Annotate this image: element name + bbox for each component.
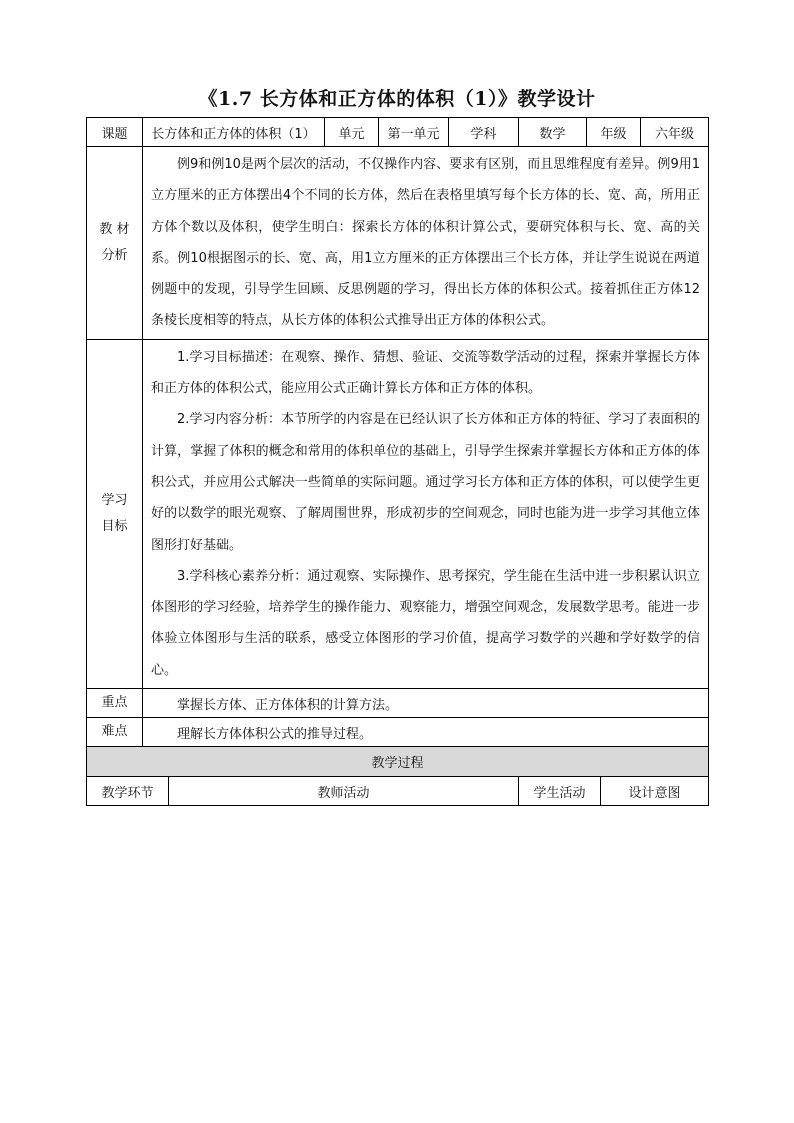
- process-col-teacher: 教师活动: [169, 777, 519, 806]
- lesson-plan-table: [86, 117, 709, 806]
- process-col-intent: 设计意图: [601, 777, 709, 806]
- goals-label: [87, 339, 143, 688]
- analysis-label: [87, 147, 143, 340]
- analysis-label-line2: 分析: [101, 247, 128, 263]
- key-point-row: [87, 689, 709, 718]
- goals-label-line2: 目标: [101, 518, 128, 534]
- topic-label: 课题: [87, 118, 143, 147]
- topic-value: 长方体和正方体的体积（1）: [143, 118, 325, 147]
- analysis-content: [143, 147, 709, 340]
- difficulty-content: [143, 718, 709, 747]
- header-row: [87, 118, 709, 147]
- goal-paragraph-3: 3.学科核心素养分析：通过观察、实际操作、思考探究，学生能在生活中进一步积累认识立体图形的学习经验，培养学生的操作能力、观察能力，增强空间观念，发展数学思考。能进一步体验立体图形与生活的联系，感受立体图形的学习价值，提高学习数学的兴趣和学好数学的信心。: [151, 568, 701, 678]
- process-columns-row: [87, 777, 709, 806]
- process-header: 教学过程: [87, 747, 709, 777]
- subject-value: 数学: [519, 118, 587, 147]
- process-header-row: [87, 747, 709, 777]
- unit-value: 第一单元: [379, 118, 449, 147]
- difficulty-row: [87, 718, 709, 747]
- unit-label: 单元: [325, 118, 379, 147]
- grade-label: 年级: [587, 118, 641, 147]
- analysis-text: 例9和例10是两个层次的活动，不仅操作内容、要求有区别，而且思维程度有差异。例9用1立方厘米的正方体摆出4个不同的长方体，然后在表格里填写每个长方体的长、宽、高，所用正方体个数以及体积，使学生明白：探索长方体的体积计算公式，要研究体积与长、宽、高的关系。例10根据图示的长、宽、高，用1立方厘米的正方体摆出三个长方体，并让学生说说在两道例题中的发现，引导学生回顾、反思例题的学习，得出长方体的体积公式。接着抓住正方体12条棱长度相等的特点，从长方体的体积公式推导出正方体的体积公式。: [151, 157, 701, 329]
- analysis-row: [87, 147, 709, 340]
- goals-label-line1: 学习: [101, 492, 128, 508]
- difficulty-label: 难点: [87, 718, 143, 747]
- goal-paragraph-1: 1.学习目标描述：在观察、操作、猜想、验证、交流等数学活动的过程，探索并掌握长方体和正方体的体积公式，能应用公式正确计算长方体和正方体的体积。: [151, 349, 701, 397]
- key-point-label: 重点: [87, 689, 143, 718]
- grade-value: 六年级: [641, 118, 709, 147]
- key-point-content: [143, 689, 709, 718]
- goals-row: [87, 339, 709, 688]
- goal-paragraph-2: 2.学习内容分析：本节所学的内容是在已经认识了长方体和正方体的特征、学习了表面积的计算，掌握了体积的概念和常用的体积单位的基础上，引导学生探索并掌握长方体和正方体的体积公式，并应用公式解决一些简单的实际问题。通过学习长方体和正方体的体积，可以使学生更好的以数学的眼光观察、了解周围世界，形成初步的空间观念，同时也能为进一步学习其他立体图形打好基础。: [151, 412, 701, 553]
- process-col-stage: 教学环节: [87, 777, 169, 806]
- analysis-label-line1: 教 材: [99, 221, 130, 237]
- difficulty-text: 理解长方体体积公式的推导过程。: [177, 726, 373, 742]
- goals-content: [143, 339, 709, 688]
- subject-label: 学科: [449, 118, 519, 147]
- process-col-student: 学生活动: [519, 777, 601, 806]
- document-title: 《1.7 长方体和正方体的体积（1）》教学设计: [198, 88, 596, 110]
- key-point-text: 掌握长方体、正方体体积的计算方法。: [177, 697, 399, 713]
